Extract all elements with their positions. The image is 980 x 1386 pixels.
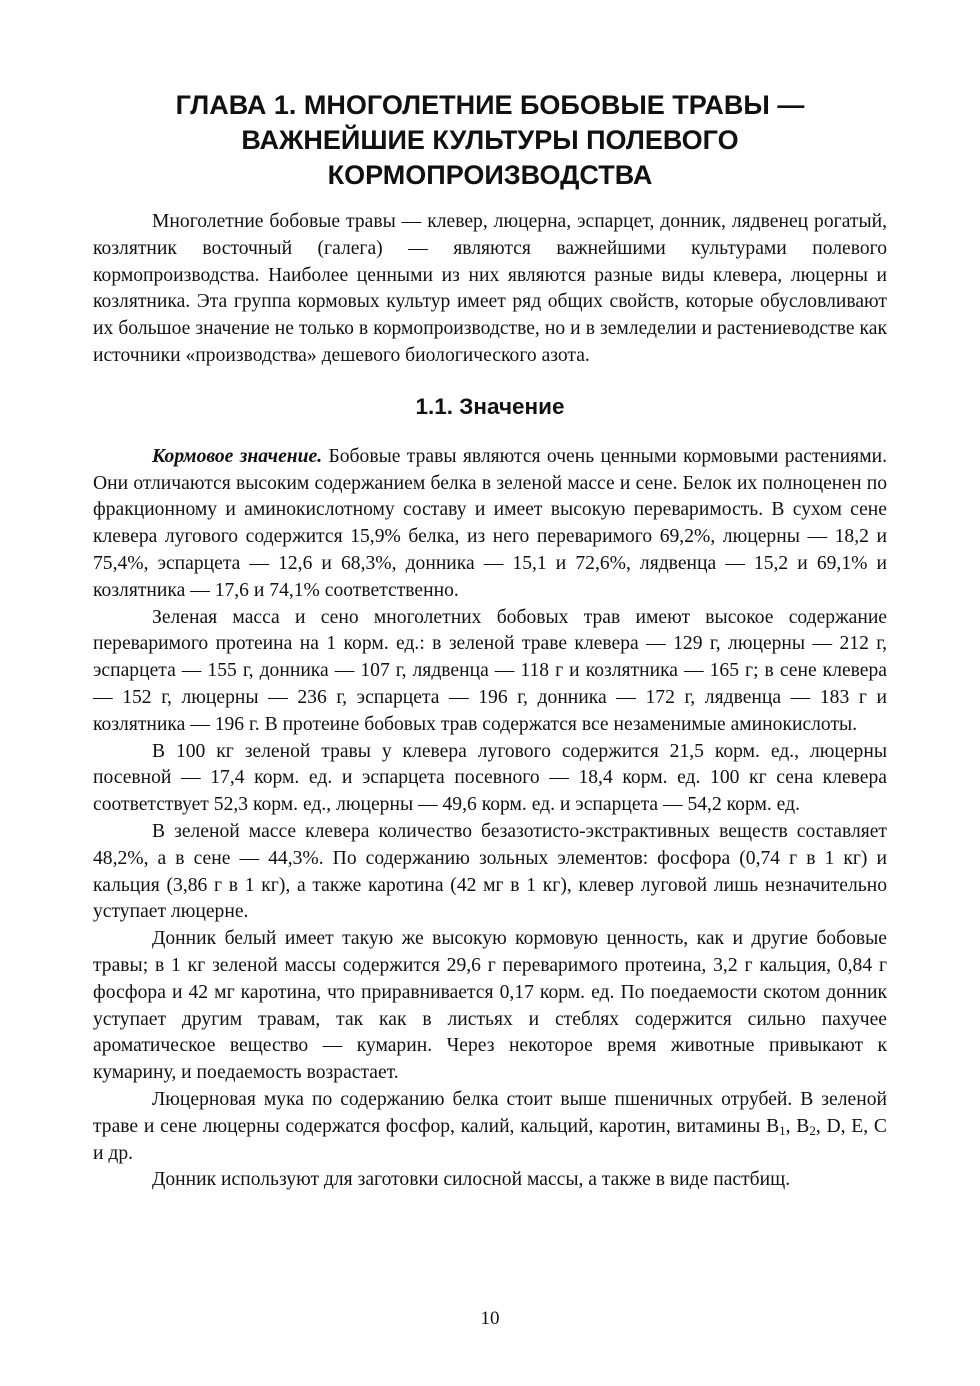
subscript: 1 [779,1122,786,1138]
paragraph-text: , D, E, C и др. [93,1115,887,1164]
chapter-title-line: ВАЖНЕЙШИЕ КУЛЬТУРЫ ПОЛЕВОГО [241,125,739,155]
paragraph-protein: Зеленая масса и сено многолетних бобовых трав имеют высокое содержание переваримого протеина на 1 корм. ед.: в зеленой траве клевера — 129 г, люцерны — 212 г, эспарцета — 155 г, донника — 107 г, лядвенца — 118 г и козлятника — 165 г; в сене клевера — 152 г, люцерны — 236 г, эспарцета — 196 г, донника — 172 г, лядвенца — 183 г и козлятника — 196 г. В протеине бобовых трав содержатся все незаменимые аминокислоты. [93,606,887,735]
lead-label: Кормовое значение. [152,445,323,467]
paragraph-alfalfa-meal [93,1087,887,1167]
section-title: 1.1. Значение [415,393,565,419]
chapter-title [93,88,887,193]
subscript: 2 [809,1122,816,1138]
paragraph-clover-composition: В зеленой массе клевера количество безазотисто-экстрактивных веществ составляет 48,2%, а в сене — 44,3%. По содержанию зольных элементов: фосфора (0,74 г в 1 кг) и кальция (3,86 г в 1 кг), а также каротина (42 мг в 1 кг), клевер луговой лишь незначительно уступает люцерне. [93,820,887,923]
page-number: 10 [480,1308,500,1329]
paragraph-text: Люцерновая мука по содержанию белка стоит выше пшеничных отрубей. В зеленой траве и сене люцерны содержатся фосфор, калий, кальций, каротин, витамины B [93,1088,887,1137]
paragraph-text: Бобовые травы являются очень ценными кормовыми растениями. Они отличаются высоким содержанием белка в зеленой массе и сене. Белок их полноценен по фракционному и аминокислотному составу и имеет высокую переваримость. В сухом сене клевера лугового содержится 15,9% белка, из него переваримого 69,2%, люцерны — 18,2 и 75,4%, эспарцета — 12,6 и 68,3%, донника — 15,1 и 72,6%, лядвенца — 15,2 и 69,1% и козлятника — 17,6 и 74,1% соответственно. [93,445,887,601]
paragraph-sweet-clover: Донник белый имеет такую же высокую кормовую ценность, как и другие бобовые травы; в 1 кг зеленой массы содержится 29,6 г переваримого протеина, 3,2 г кальция, 0,84 г фосфора и 42 мг каротина, что приравнивается 0,17 корм. ед. По поедаемости скотом донник уступает другим травам, так как в листьях и стеблях содержится сильно пахучее ароматическое вещество — кумарин. Через некоторое время животные привыкают к кумарину, и поедаемость возрастает. [93,928,887,1084]
paragraph-feed-units: В 100 кг зеленой травы у клевера лугового содержится 21,5 корм. ед., люцерны посевной — 17,4 корм. ед. и эспарцета посевного — 18,4 корм. ед. 100 кг сена клевера соответствует 52,3 корм. ед., люцерны — 49,6 корм. ед. и эспарцета — 54,2 корм. ед. [93,740,887,816]
paragraph-text: , B [785,1115,810,1137]
chapter-title-line: КОРМОПРОИЗВОДСТВА [327,160,653,190]
chapter-title-line: ГЛАВА 1. МНОГОЛЕТНИЕ БОБОВЫЕ ТРАВЫ — [175,90,805,120]
paragraph-feed-value [93,444,887,605]
intro-paragraph: Многолетние бобовые травы — клевер, люцерна, эспарцет, донник, лядвенец рогатый, козлятник восточный (галега) — являются важнейшими культурами полевого кормопроизводства. Наиболее ценными из них являются разные виды клевера, люцерны и козлятника. Эта группа кормовых культур имеет ряд общих свойств, которые обусловливают их большое значение не только в кормопроизводстве, но и в земледелии и растениеводстве как источники «производства» дешевого биологического азота. [93,211,887,366]
page-body [93,88,887,1194]
paragraph-silage: Донник используют для заготовки силосной массы, а также в виде пастбищ. [152,1169,791,1191]
